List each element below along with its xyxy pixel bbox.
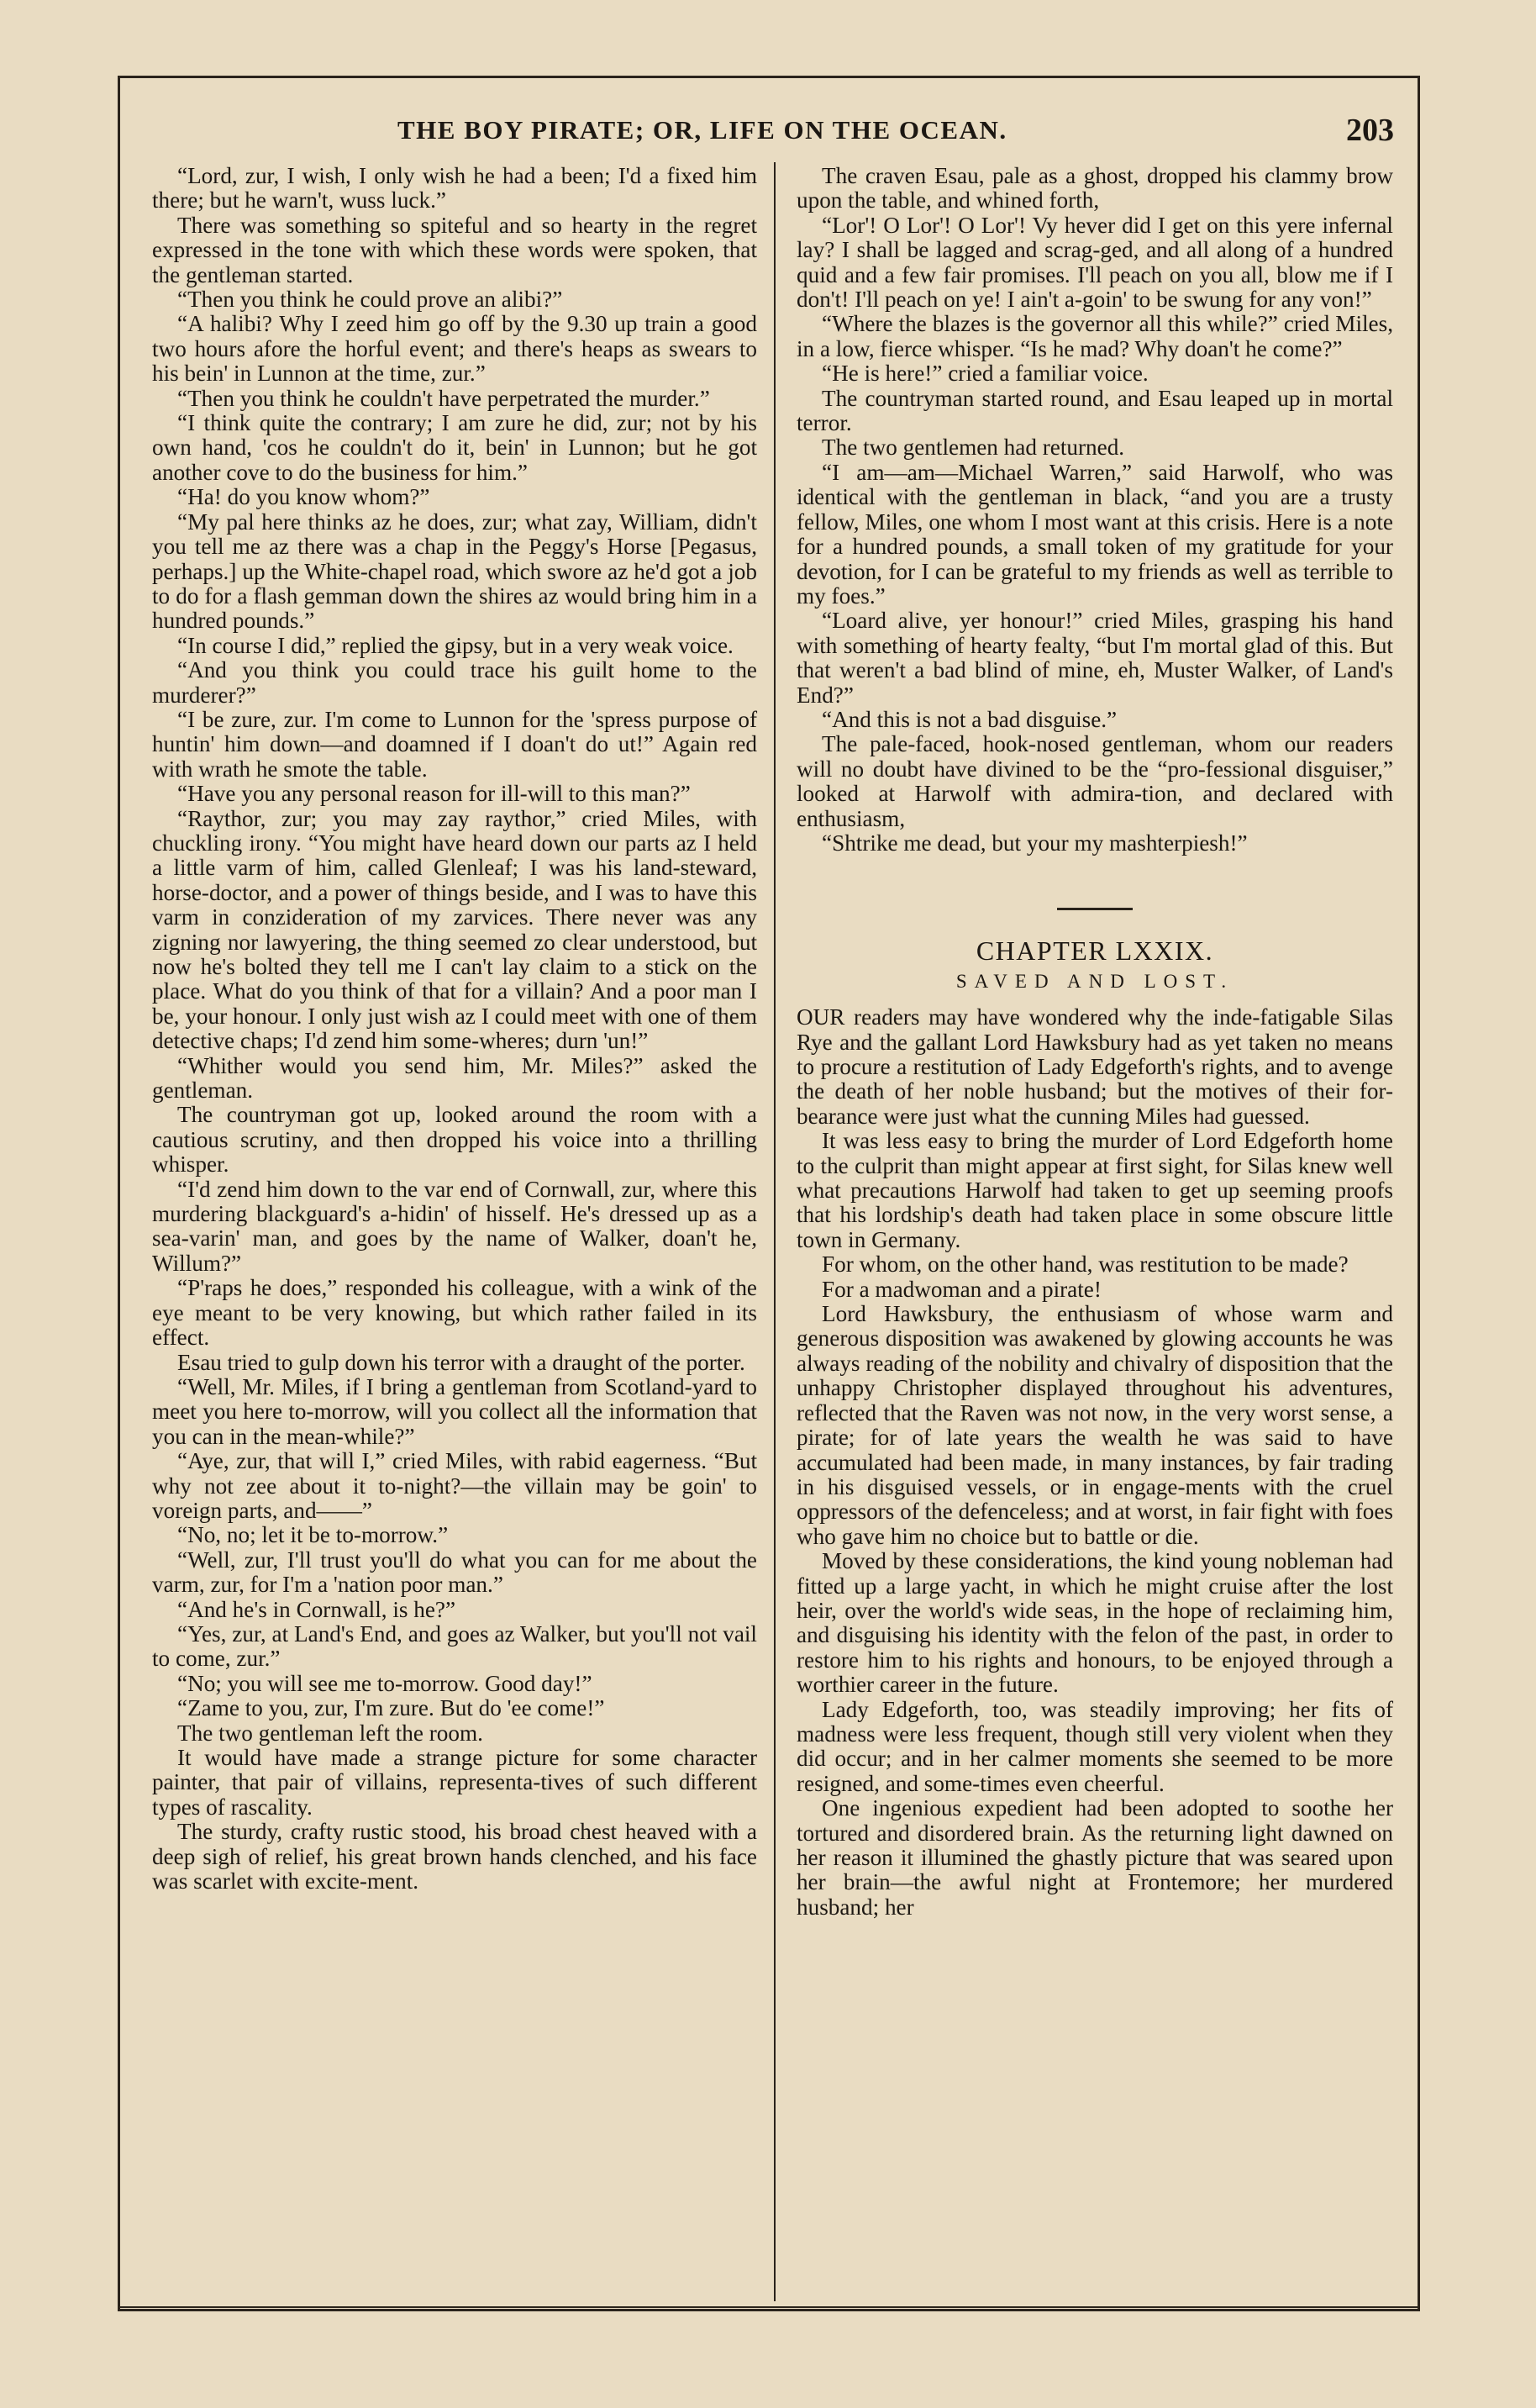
paragraph: “He is here!” cried a familiar voice. bbox=[822, 361, 1149, 387]
paragraph: The two gentlemen had returned. bbox=[822, 435, 1125, 461]
paragraph: Lady Edgeforth, too, was steadily improving; her fits of madness were less frequent, though still very violent when they did occur; and in her calmer moments she seemed to be more resigned, and some-times even cheerful. bbox=[797, 1696, 1393, 1796]
paragraph: It was less easy to bring the murder of Lord Edgeforth home to the culprit than might appear at first sight, for Silas knew well what precautions Harwolf had taken to get up seeming proofs that his lordship's death had taken place in some obscure little town in Germany. bbox=[797, 1128, 1393, 1252]
paragraph: Moved by these considerations, the kind young nobleman had fitted up a large yacht, in which he might cruise after the lost heir, over the world's wide seas, in the hope of reclaiming him, and disguising his identity with the felon of the past, in order to restore him to his rights and honours, to be enjoyed through a worthier career in the future. bbox=[797, 1548, 1393, 1698]
paragraph: “Lor'! O Lor'! O Lor'! Vy hever did I get on this yere infernal lay? I shall be lagged and scrag-ged, and all along of a hundred quid and a few fair promises. I'll peach on you all, blow me if I don't! I'll peach on ye! I ain't a-goin' to be swung for any von!” bbox=[797, 212, 1393, 313]
paragraph: “A halibi? Why I zeed him go off by the 9.30 up train a good two hours afore the horful event; and there's heaps as swears to his bein' in Lunnon at the time, zur.” bbox=[152, 311, 757, 387]
paragraph: The sturdy, crafty rustic stood, his broad chest heaved with a deep sigh of relief, his great brown hands clenched, and his face was scarlet with excite-ment. bbox=[152, 1819, 757, 1894]
paragraph: “Well, zur, I'll trust you'll do what you can for me about the varm, zur, for I'm a 'nation poor man.” bbox=[152, 1546, 757, 1598]
paragraph: “Ha! do you know whom?” bbox=[177, 484, 430, 510]
paragraph: Esau tried to gulp down his terror with a draught of the porter. bbox=[177, 1349, 745, 1375]
paragraph: “Then you think he couldn't have perpetrated the murder.” bbox=[177, 385, 710, 411]
page-number: 203 bbox=[1346, 113, 1394, 148]
paragraph: “Zame to you, zur, I'm zure. But do 'ee come!” bbox=[177, 1695, 605, 1721]
paragraph: “Have you any personal reason for ill-will to this man?” bbox=[177, 781, 691, 807]
right-column bbox=[797, 164, 1393, 1920]
chapter-subtitle: SAVED AND LOST. bbox=[955, 970, 1234, 992]
chapter-title: CHAPTER LXXIX. bbox=[976, 935, 1214, 967]
paragraph: “Loard alive, yer honour!” cried Miles, grasping his hand with something of hearty fealty, “but I'm mortal glad of this. But that weren't a bad blind of mine, eh, Muster Walker, of Land's End?” bbox=[797, 608, 1393, 708]
paragraph: “No, no; let it be to-morrow.” bbox=[177, 1522, 449, 1548]
paragraph: For a madwoman and a pirate! bbox=[822, 1276, 1102, 1302]
bottom-rule bbox=[118, 2306, 1420, 2308]
paragraph: “I be zure, zur. I'm come to Lunnon for the 'spress purpose of huntin' him down—and doamned if I doan't do ut!” Again red with wrath he smote the table. bbox=[152, 706, 757, 782]
paragraph: For whom, on the other hand, was restitution to be made? bbox=[822, 1251, 1349, 1278]
paragraph: Lord Hawksbury, the enthusiasm of whose warm and generous disposition was awakened by glowing accounts he was always reading of the nobility and chivalry of disposition that the unhappy Christopher displayed throughout his adventures, reflected that the Raven was not now, in the very worst sense, a pirate; for of late years the wealth he was said to have accumulated had been made, in many instances, by fair trading in his disguised vessels, or in engage-ments with the cruel oppressors of the defenceless; and at worst, in fair fight with foes who gave him no choice but to battle or die. bbox=[797, 1301, 1393, 1549]
paragraph: “Raythor, zur; you may zay raythor,” cried Miles, with chuckling irony. “You might have heard down our parts az I held a little varm of him, called Glenleaf; I was his land-steward, horse-doctor, and a power of things beside, and I was to have this varm in conzideration of my zarvices. There never was any zigning nor lawyering, the thing seemed zo clear understood, but now he's bolted they tell me I can't lay claim to a stick on the place. What do you think of that for a villain? And a poor man I be, your honour. I only just wish az I could meet with one of them detective chaps; I'd zend him some-wheres; durn 'un!” bbox=[152, 805, 757, 1054]
paragraph: “Where the blazes is the governor all this while?” cried Miles, in a low, fierce whisper. “Is he mad? Why doan't he come?” bbox=[797, 311, 1393, 361]
paragraph: The craven Esau, pale as a ghost, dropped his clammy brow upon the table, and whined forth, bbox=[797, 163, 1393, 213]
paragraph: “My pal here thinks az he does, zur; what zay, William, didn't you tell me az there was a chap in the Peggy's Horse [Pegasus, perhaps.] up the White-chapel road, which swore az he'd got a job to do for a flash gemman down the shires az would bring him in a hundred pounds.” bbox=[152, 508, 757, 634]
paragraph: “Aye, zur, that will I,” cried Miles, with rabid eagerness. “But why not zee about it to-night?—the villain may be goin' to voreign parts, and——” bbox=[152, 1448, 757, 1523]
page-frame bbox=[118, 76, 1420, 2311]
paragraph: “Lord, zur, I wish, I only wish he had a been; I'd a fixed him there; but he warn't, wuss luck.” bbox=[152, 163, 757, 213]
paragraph: “And you think you could trace his guilt home to the murderer?” bbox=[152, 657, 757, 708]
paragraph: “Then you think he could prove an alibi?” bbox=[177, 287, 563, 313]
paragraph: The countryman started round, and Esau leaped up in mortal terror. bbox=[797, 385, 1393, 436]
section-rule bbox=[1057, 908, 1133, 910]
paragraph: “Shtrike me dead, but your my mashterpiesh!” bbox=[822, 830, 1248, 856]
paragraph: The two gentleman left the room. bbox=[177, 1720, 483, 1746]
paragraph: “No; you will see me to-morrow. Good day!” bbox=[177, 1670, 592, 1696]
paragraph: “In course I did,” replied the gipsy, but in a very weak voice. bbox=[177, 632, 734, 658]
paragraph: “And he's in Cornwall, is he?” bbox=[177, 1596, 456, 1622]
paragraph: “I'd zend him down to the var end of Cornwall, zur, where this murdering blackguard's a-hidin' of hisself. He's dressed up as a sea-varin' man, and goes by the name of Walker, doan't he, Willum?” bbox=[152, 1176, 757, 1276]
paragraph: It would have made a strange picture for some character painter, that pair of villains, representa-tives of such different types of rascality. bbox=[152, 1745, 757, 1820]
paragraph: “Well, Mr. Miles, if I bring a gentleman from Scotland-yard to meet you here to-morrow, will you collect all the information that you can in the mean-while?” bbox=[152, 1373, 757, 1449]
paragraph: “Yes, zur, at Land's End, and goes az Walker, but you'll not vail to come, zur.” bbox=[152, 1620, 757, 1672]
paragraph: The countryman got up, looked around the room with a cautious scrutiny, and then dropped his voice into a thrilling whisper. bbox=[152, 1102, 757, 1178]
left-column bbox=[152, 164, 757, 1894]
column-divider bbox=[774, 162, 776, 2301]
paragraph: One ingenious expedient had been adopted to soothe her tortured and disordered brain. As the returning light dawned on her reason it illumined the ghastly picture that was seared upon her brain—the awful night at Frontemore; her murdered husband; her bbox=[797, 1795, 1393, 1920]
paragraph: “I think quite the contrary; I am zure he did, zur; not by his own hand, 'cos he couldn't do it, bein' in Lunnon; but he got another cove to do the business for him.” bbox=[152, 410, 757, 485]
paragraph: OUR readers may have wondered why the inde-fatigable Silas Rye and the gallant Lord Hawksbury had as yet taken no means to procure a restitution of Lady Edgeforth's rights, and to avenge the death of her noble husband; but the motives of their for-bearance were just what the cunning Miles had guessed. bbox=[797, 1004, 1393, 1129]
paragraph: “I am—am—Michael Warren,” said Harwolf, who was identical with the gentleman in black, “and you are a trusty fellow, Miles, one whom I most want at this crisis. Here is a note for a hundred pounds, a small token of my gratitude for your devotion, for I can be grateful to my friends as well as terrible to my foes.” bbox=[797, 459, 1393, 609]
paragraph: “And this is not a bad disguise.” bbox=[822, 706, 1118, 732]
paragraph: The pale-faced, hook-nosed gentleman, whom our readers will no doubt have divined to be the “pro-fessional disguiser,” looked at Harwolf with admira-tion, and declared with enthusiasm, bbox=[797, 731, 1393, 831]
paragraph: “P'raps he does,” responded his colleague, with a wink of the eye meant to be very knowing, but which rather failed in its effect. bbox=[152, 1275, 757, 1351]
paragraph: “Whither would you send him, Mr. Miles?” asked the gentleman. bbox=[152, 1052, 757, 1104]
running-title: THE BOY PIRATE; OR, LIFE ON THE OCEAN. bbox=[397, 115, 1007, 145]
page-header bbox=[120, 78, 1418, 154]
paragraph: There was something so spiteful and so hearty in the regret expressed in the tone with which these words were spoken, that the gentleman started. bbox=[152, 212, 757, 287]
